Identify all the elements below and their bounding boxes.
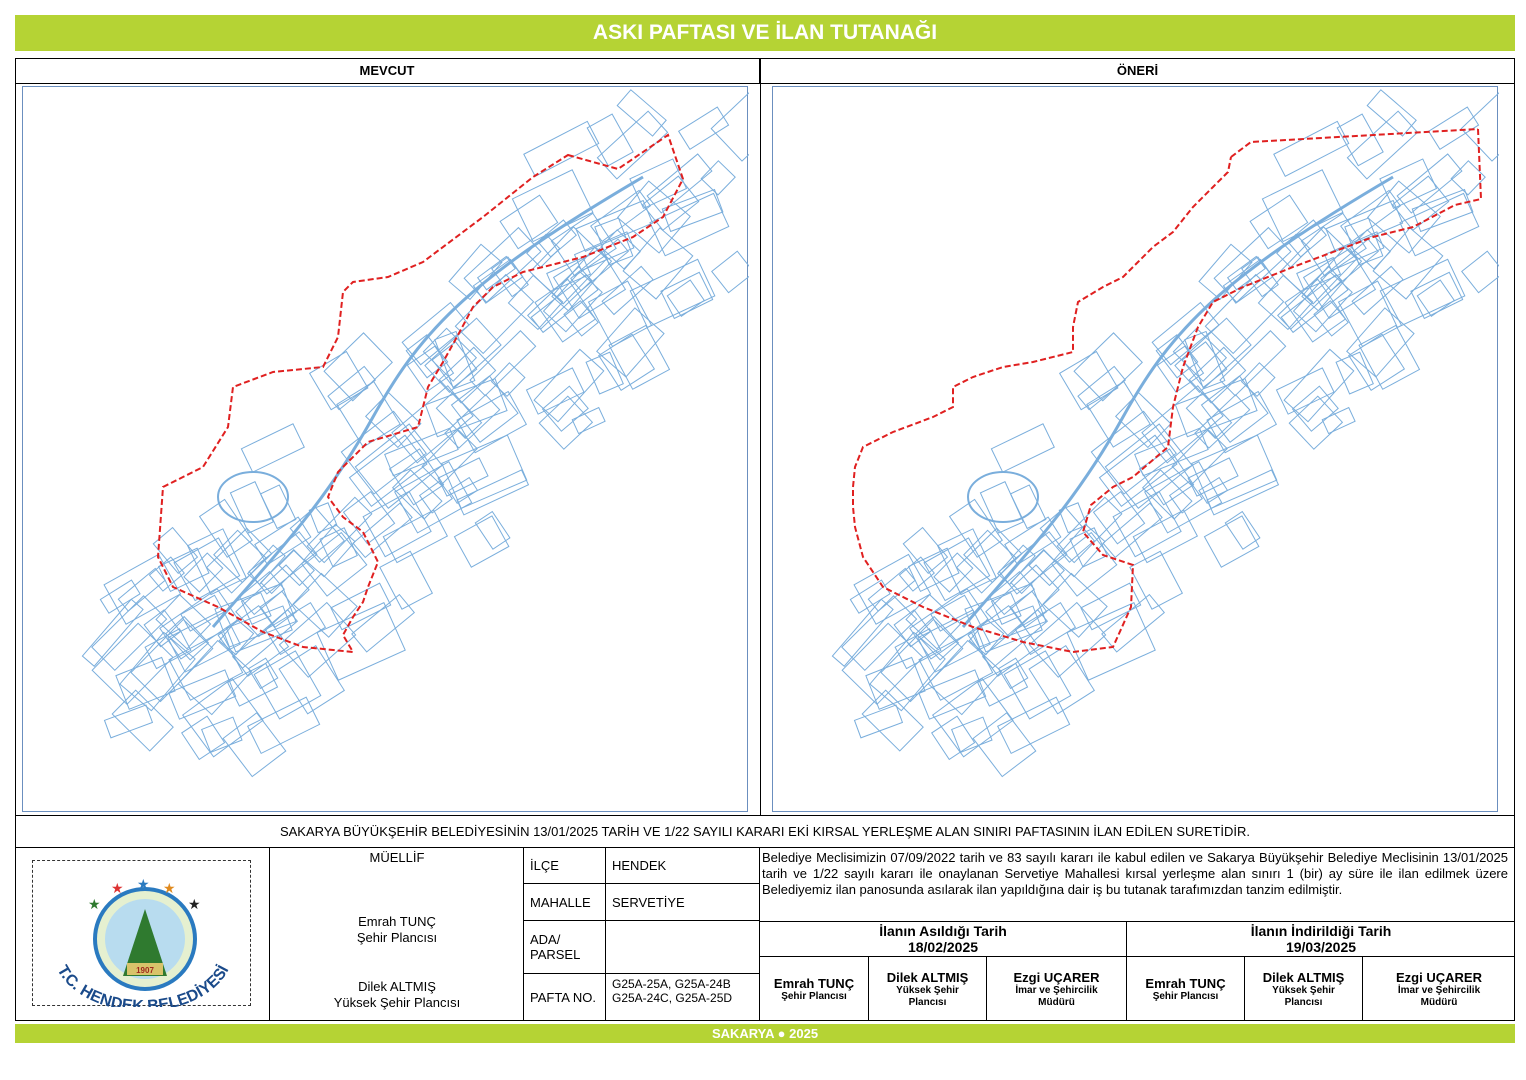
parcel: [1087, 382, 1150, 448]
parcel: [711, 87, 749, 161]
parcel: [254, 651, 321, 719]
removed-label: İlanın İndirildiği Tarih: [1250, 923, 1392, 939]
parcel: [617, 90, 666, 136]
parcel: [1274, 121, 1349, 176]
author-1-name: Emrah TUNÇ: [358, 914, 436, 929]
posted-signer-1: Emrah TUNÇ Şehir Plancısı: [760, 957, 869, 1021]
removed-signer-1: Emrah TUNÇ Şehir Plancısı: [1127, 957, 1245, 1021]
parcel: [630, 259, 715, 327]
page-title: ASKI PAFTASI VE İLAN TUTANAĞI: [15, 15, 1515, 51]
parcel: [1373, 228, 1443, 299]
mahalle-value: SERVETİYE: [606, 884, 760, 921]
parcel: [526, 368, 583, 414]
ilce-label: İLÇE: [524, 848, 606, 884]
svg-text:★: ★: [163, 880, 176, 896]
parcel: [100, 580, 140, 613]
parcel: [1314, 301, 1348, 336]
map-oneri-svg: [773, 87, 1499, 813]
pafta-value-2: G25A-24C, G25A-25D: [612, 991, 733, 1005]
pafta-value-1: G25A-25A, G25A-24B: [612, 977, 731, 991]
svg-text:★: ★: [137, 876, 150, 892]
parcel-network: [82, 87, 749, 777]
parcel: [1397, 154, 1462, 213]
removed-signer-2: Dilek ALTMIŞ Yüksek Şehir Plancısı: [1245, 957, 1363, 1021]
parcel: [998, 697, 1070, 753]
map-mevcut[interactable]: [22, 86, 748, 812]
parcel: [445, 395, 500, 448]
parcel: [304, 524, 355, 576]
parcel: [1380, 159, 1437, 208]
parcel: [952, 717, 992, 752]
parcel: [1004, 651, 1071, 719]
hendek-logo: [33, 861, 252, 1007]
parcel: [991, 424, 1054, 472]
mahalle-label: MAHALLE: [524, 884, 606, 921]
parcel: [547, 258, 591, 290]
map-oneri[interactable]: [772, 86, 1498, 812]
logo-year: 1907: [136, 966, 154, 975]
author-cell: [270, 848, 524, 1021]
removed-date-block: [1127, 922, 1515, 957]
parcel: [1250, 195, 1308, 248]
parcel: [383, 510, 447, 562]
parcel: [310, 352, 368, 410]
parcel: [1099, 435, 1176, 506]
parcel: [564, 301, 598, 336]
parcel: [712, 251, 749, 292]
posted-date: 18/02/2025: [907, 939, 979, 955]
svg-text:★: ★: [88, 896, 101, 912]
parcel: [1054, 524, 1105, 576]
panel-divider: [760, 58, 761, 815]
parcel: [1367, 90, 1416, 136]
parcel: [832, 599, 893, 666]
removed-signer-3: Ezgi UÇARER İmar ve Şehircilik Müdürü: [1396, 969, 1482, 1008]
parcel: [349, 435, 426, 506]
parcel: [241, 424, 304, 472]
parcel: [1297, 258, 1341, 290]
parcel: [1060, 352, 1118, 410]
parcel: [1103, 503, 1162, 557]
parcel: [457, 470, 528, 515]
logo-cell: [15, 848, 270, 1021]
parcel: [455, 275, 533, 354]
pafta-value: [606, 974, 760, 1021]
ada-parsel-label: ADA/ PARSEL: [524, 921, 606, 974]
map-mevcut-svg: [23, 87, 749, 813]
parcel: [597, 308, 664, 377]
parcel: [1359, 325, 1419, 389]
parcel: [159, 548, 209, 591]
removed-date: 19/03/2025: [1285, 939, 1357, 955]
parcel: [118, 568, 165, 611]
author-heading: MÜELLİF: [369, 850, 425, 865]
logo-frame: [32, 860, 251, 1006]
parcel: [1351, 230, 1390, 269]
parcel: [1207, 392, 1276, 453]
posted-date-block: [760, 922, 1127, 957]
parcel: [978, 663, 1028, 706]
parcel: [344, 492, 395, 544]
parcel: [184, 553, 223, 592]
parcel: [500, 195, 558, 248]
author-2-name: Dilek ALTMIŞ: [358, 979, 436, 994]
parcel: [457, 392, 526, 453]
parcel: [572, 408, 605, 434]
parcel: [934, 553, 973, 592]
parcel: [380, 551, 432, 609]
author-1-title: Şehir Plancısı: [356, 930, 438, 945]
parcel: [104, 705, 152, 738]
parcel: [587, 114, 633, 166]
svg-text:★: ★: [111, 880, 124, 896]
parcel: [854, 705, 902, 738]
parcel: [1133, 510, 1197, 562]
announcement-note: Belediye Meclisimizin 07/09/2022 tarih ve 83 sayılı kararı ile kabul edilen ve Sakarya Büyükşehir Belediye Meclisinin 13/01/2025 tarih ve 1/22 sayılı kararı ile onaylanan Servetiye Mahallesi kırsal yerleşme alan sınırı 1 (bir) ay süre ile ilan edilmek üzere Belediyemiz ilan panosunda asılarak ilan yapıldığına dair iş bu tutanak tarafımızdan tanzim edilmiştir.: [762, 850, 1508, 897]
settlement-boundary-current: [158, 135, 683, 652]
parcel: [679, 107, 729, 149]
parcel: [337, 382, 400, 448]
parcel: [1195, 395, 1250, 448]
parcel: [1337, 114, 1383, 166]
parcel: [248, 697, 320, 753]
parcel: [1347, 308, 1414, 377]
parcel: [1207, 470, 1278, 515]
logo-text: T.C. HENDEK BELEDİYESİ: [53, 962, 233, 1007]
parcel: [82, 599, 143, 666]
parcel: [998, 658, 1027, 688]
parcel: [1462, 251, 1499, 292]
parcel: [609, 325, 669, 389]
author-2-title: Yüksek Şehir Plancısı: [333, 995, 461, 1010]
parcel: [909, 548, 959, 591]
parcel: [202, 717, 242, 752]
parcel: [1322, 408, 1355, 434]
panel-header-mevcut: MEVCUT: [15, 58, 760, 84]
parcel: [255, 517, 311, 564]
statement-text: SAKARYA BÜYÜKŞEHİR BELEDİYESİNİN 13/01/2025 TARİH VE 1/22 SAYILI KARARI EKİ KIRSAL YERLEŞME ALAN SINIRI PAFTASININ İLAN EDİLEN SURETİDİR.: [15, 815, 1515, 848]
parcel: [1094, 492, 1145, 544]
parcel: [850, 580, 890, 613]
parcel: [1276, 368, 1333, 414]
parcel: [701, 161, 735, 195]
parcel: [248, 658, 277, 688]
pafta-label: PAFTA NO.: [524, 974, 606, 1021]
parcel: [353, 503, 412, 557]
parcel: [228, 663, 278, 706]
parcel: [868, 568, 915, 611]
ada-parsel-value: [606, 921, 760, 974]
panel-header-oneri: ÖNERİ: [760, 58, 1515, 84]
posted-signer-2: Dilek ALTMIŞ Yüksek Şehir Plancısı: [869, 957, 987, 1021]
footer: SAKARYA ● 2025: [15, 1024, 1515, 1043]
road-ring: [218, 472, 288, 522]
parcel: [524, 121, 599, 176]
settlement-boundary-proposed-outline: [853, 129, 1481, 652]
parcel: [1005, 517, 1061, 564]
parcel: [597, 111, 667, 179]
parcel: [1380, 259, 1465, 327]
ilce-value: HENDEK: [606, 848, 760, 884]
parcel: [623, 228, 693, 299]
road-ring: [968, 472, 1038, 522]
parcel: [1205, 275, 1283, 354]
parcel: [1130, 551, 1182, 609]
parcel: [591, 190, 651, 241]
posted-signer-3: Ezgi UÇARER İmar ve Şehircilik Müdürü: [987, 957, 1127, 1021]
posted-label: İlanın Asıldığı Tarih: [879, 923, 1007, 939]
parcel: [1116, 393, 1171, 448]
svg-text:★: ★: [188, 896, 201, 912]
